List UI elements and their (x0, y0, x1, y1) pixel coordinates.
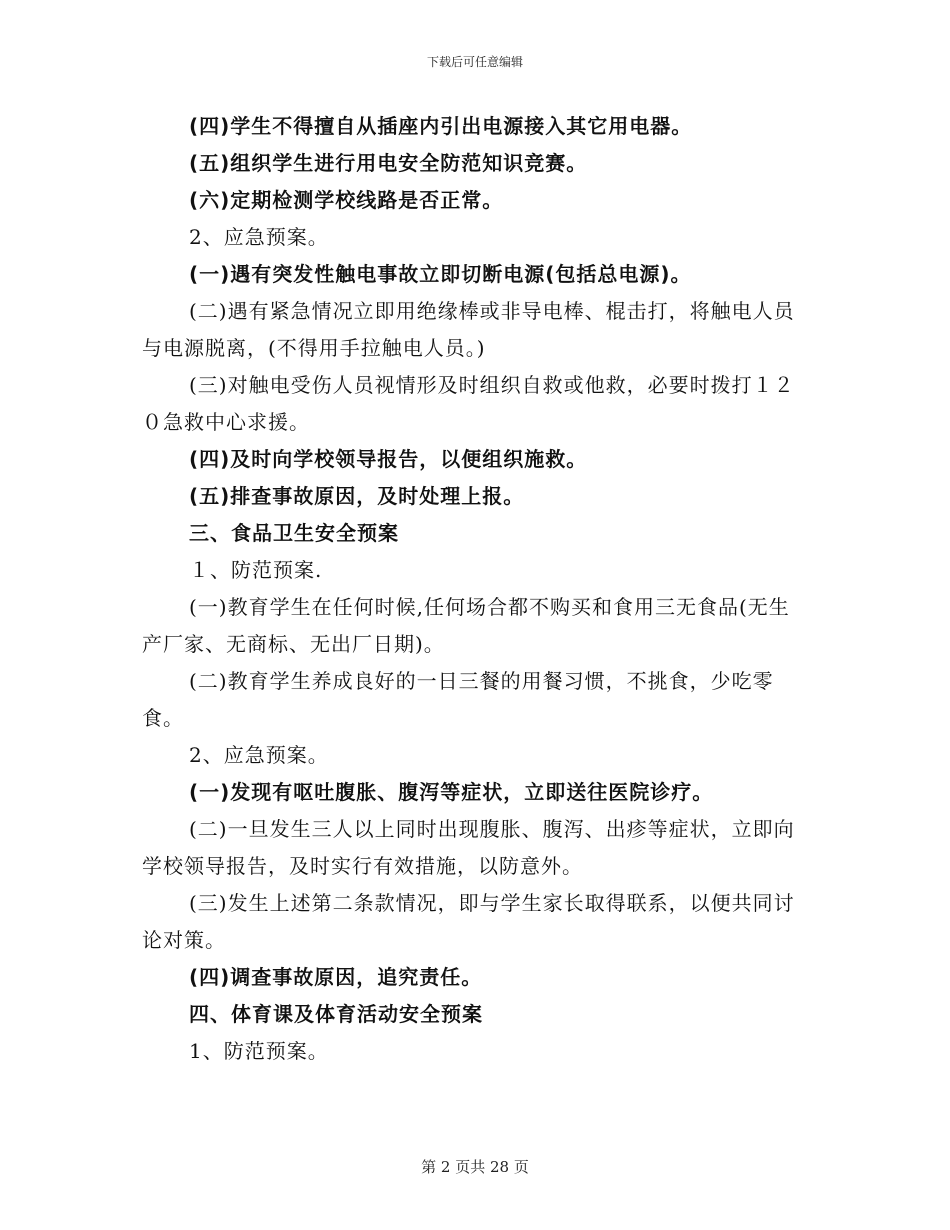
paragraph: 2、应急预案。 (189, 225, 329, 249)
paragraph: (三)发生上述第二条款情况，即与学生家长取得联系，以便共同讨论对策。 (142, 891, 795, 952)
paragraph: １、防范预案. (189, 558, 323, 582)
paragraph: (四)调查事故原因，追究责任。 (189, 965, 483, 989)
paragraph: (一)发现有呕吐腹胀、腹泻等症状，立即送往医院诊疗。 (189, 780, 714, 804)
paragraph: (五)组织学生进行用电安全防范知识竞赛。 (189, 151, 588, 175)
paragraph: (二)遇有紧急情况立即用绝缘棒或非导电棒、棍击打，将触电人员与电源脱离，(不得用手拉触电人员。) (142, 299, 795, 360)
paragraph: (六)定期检测学校线路是否正常。 (189, 188, 504, 212)
paragraph: (四)学生不得擅自从插座内引出电源接入其它用电器。 (189, 114, 693, 138)
page-footer: 第 2 页共 28 页 (421, 1158, 529, 1176)
paragraph: 1、防范预案。 (189, 1039, 329, 1063)
paragraph: (四)及时向学校领导报告，以便组织施救。 (189, 447, 588, 471)
page-header: 下载后可任意编辑 (426, 55, 523, 69)
paragraph: 2、应急预案。 (189, 743, 329, 767)
paragraph: (二)教育学生养成良好的一日三餐的用餐习惯，不挑食，少吃零食。 (142, 669, 774, 730)
document-body (142, 108, 802, 1070)
paragraph: (二)一旦发生三人以上同时出现腹胀、腹泻、出疹等症状，立即向学校领导报告，及时实行有效措施，以防意外。 (142, 817, 795, 878)
section-heading: 三、食品卫生安全预案 (189, 521, 399, 545)
section-heading: 四、体育课及体育活动安全预案 (189, 1002, 483, 1026)
paragraph: (三)对触电受伤人员视情形及时组织自救或他救，必要时拨打１２０急救中心求援。 (142, 373, 795, 434)
paragraph: (一)教育学生在任何时候,任何场合都不购买和食用三无食品(无生产厂家、无商标、无出厂日期)。 (142, 595, 790, 656)
paragraph: (一)遇有突发性触电事故立即切断电源(包括总电源)。 (189, 262, 692, 286)
paragraph: (五)排查事故原因，及时处理上报。 (189, 484, 525, 508)
